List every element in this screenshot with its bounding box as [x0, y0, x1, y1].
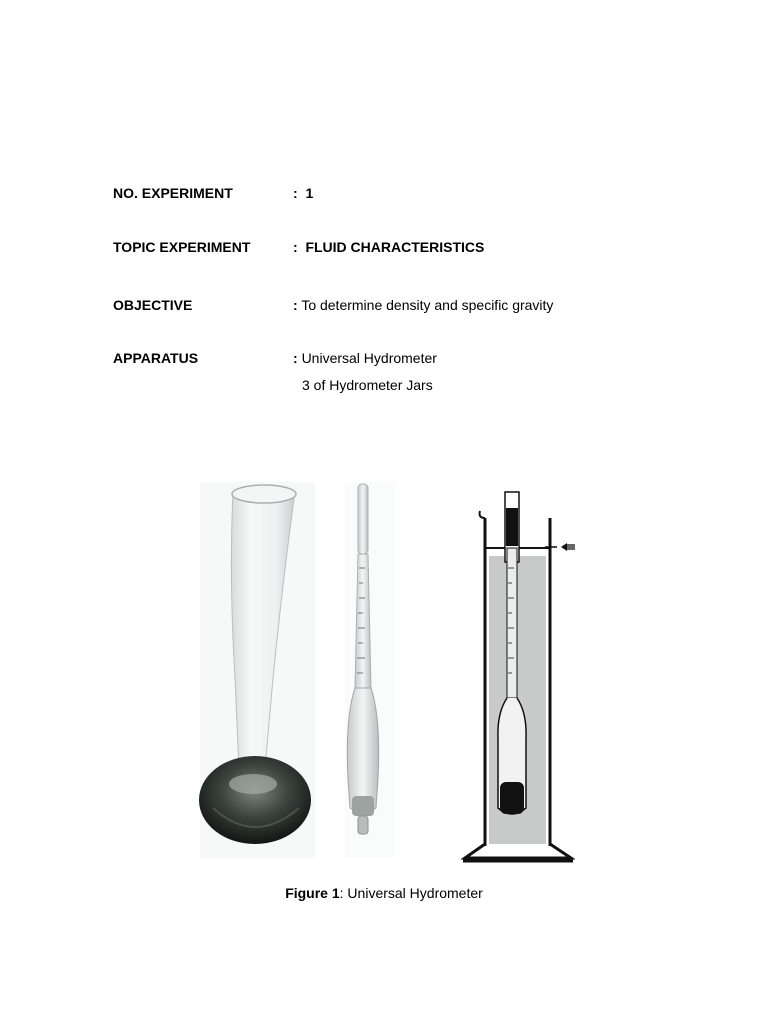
field-value: [293, 238, 484, 256]
separator: :: [293, 297, 298, 313]
field-label: APPARATUS: [113, 350, 199, 366]
field-label: OBJECTIVE: [113, 297, 193, 313]
hydrometer-photo: [345, 482, 395, 858]
apparatus-text: Universal Hydrometer: [301, 350, 437, 366]
hydrometer-in-jar-diagram: [463, 492, 575, 861]
experiment-number: 1: [305, 185, 314, 201]
separator: :: [293, 185, 298, 201]
apparatus-extra: 3 of Hydrometer Jars: [302, 377, 433, 393]
separator: :: [293, 350, 298, 366]
field-value: [293, 184, 313, 202]
field-label: NO. EXPERIMENT: [113, 185, 233, 201]
field-label: TOPIC EXPERIMENT: [113, 239, 251, 255]
field-value: [293, 349, 437, 367]
caption-text: : Universal Hydrometer: [339, 885, 483, 901]
figure-caption: [0, 884, 768, 902]
hydrometer-jar-photo: [199, 482, 315, 858]
separator: :: [293, 239, 298, 255]
field-value: [293, 296, 553, 314]
caption-label: Figure 1: [285, 885, 340, 901]
figure-universal-hydrometer: [195, 478, 575, 868]
objective-text: To determine density and specific gravity: [301, 297, 554, 313]
topic-text: FLUID CHARACTERISTICS: [305, 239, 485, 255]
